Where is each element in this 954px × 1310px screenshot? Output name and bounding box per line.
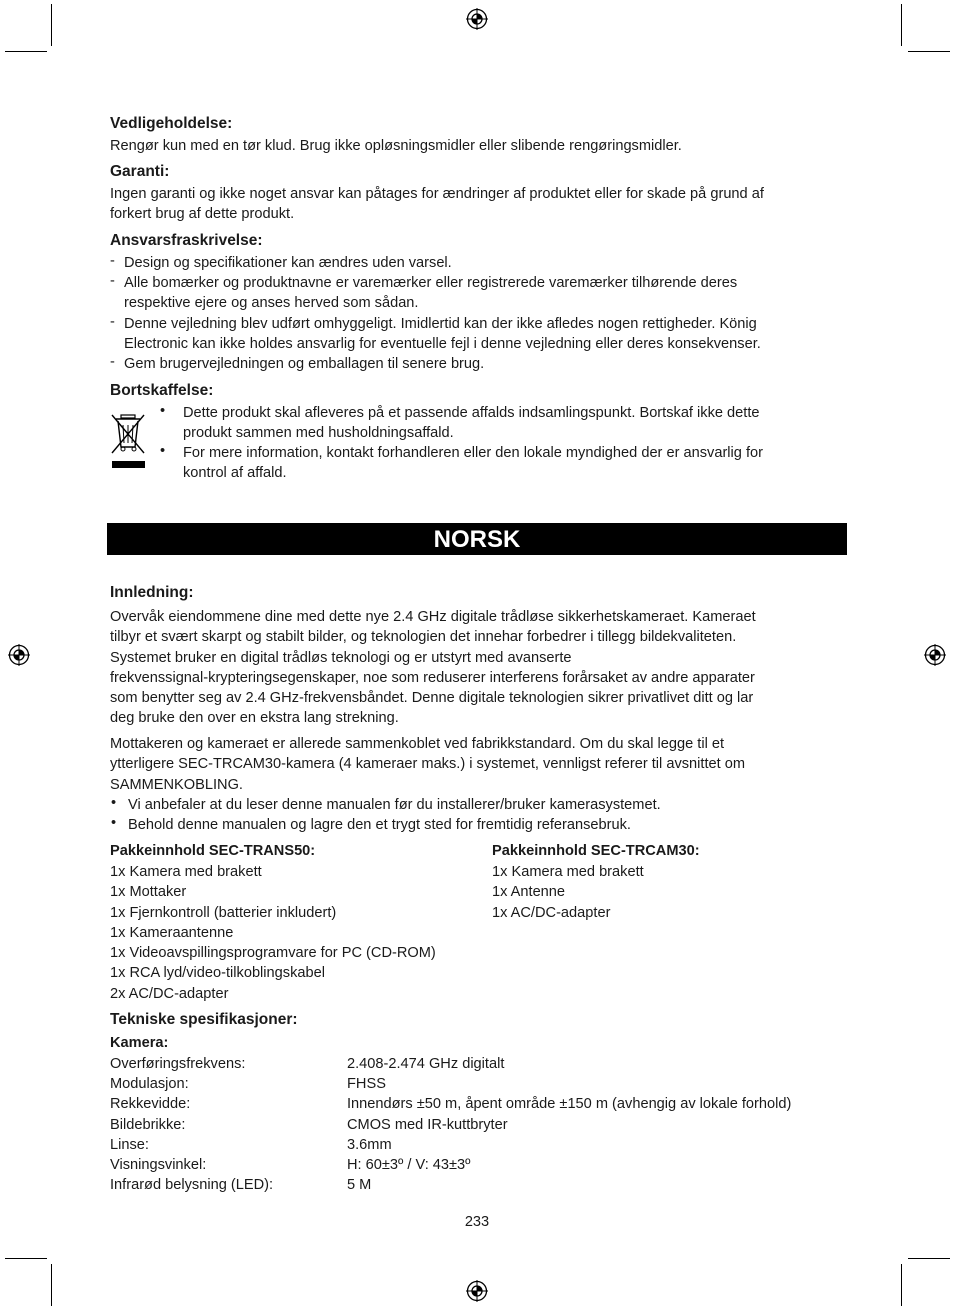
heading-innledning: Innledning: — [110, 584, 194, 601]
spec-label: Bildebrikke: — [110, 1117, 186, 1133]
section-banner: NORSK — [107, 523, 847, 555]
spec-label: Visningsvinkel: — [110, 1157, 207, 1173]
registration-mark-icon — [466, 8, 488, 30]
spec-value: CMOS med IR-kuttbryter — [347, 1117, 508, 1133]
spec-value: FHSS — [347, 1076, 386, 1092]
package-heading-trans50: Pakkeinnhold SEC-TRANS50: — [110, 843, 316, 859]
heading-vedligeholdelse: Vedligeholdelse: — [110, 115, 233, 132]
weee-bin-icon — [110, 411, 148, 471]
spec-value: Innendørs ±50 m, åpent område ±150 m (avhengig av lokale forhold) — [347, 1096, 792, 1112]
spec-value: 5 M — [347, 1177, 372, 1193]
list-item: Design og specifikationer kan ændres uden varsel. — [124, 255, 452, 271]
list-item: Behold denne manualen og lagre den et trygt sted for fremtidig referansebruk. — [128, 817, 631, 833]
heading-garanti: Garanti: — [110, 163, 170, 180]
registration-mark-icon — [8, 644, 30, 666]
package-list-trans50: 1x Kamera med brakett 1x Mottaker 1x Fjernkontroll (batterier inkludert) 1x Kameraantenne 1x Videoavspillingsprogramvare for PC (CD-ROM) 1x RCA lyd/video-tilkoblingskabel 2x AC/DC-adapter — [110, 864, 436, 1002]
spec-label: Modulasjon: — [110, 1076, 189, 1092]
registration-mark-icon — [924, 644, 946, 666]
page-number: 233 — [464, 1214, 490, 1230]
list-item: For mere information, kontakt forhandleren eller den lokale myndighed der er ansvarlig for kontrol af affald. — [183, 445, 763, 482]
list-item: Alle bomærker og produktnavne er varemærker eller registrerede varemærker tilhørende deres respektive ejere og anses herved som sådan. — [124, 275, 738, 312]
heading-bortskaffelse: Bortskaffelse: — [110, 382, 214, 399]
list-item: Dette produkt skal afleveres på et passende affalds indsamlingspunkt. Bortskaf ikke dette produkt sammen med husholdningsaffald. — [183, 405, 760, 442]
spec-value: 3.6mm — [347, 1137, 392, 1153]
innledning-paragraph-2: Mottakeren og kameraet er allerede sammenkoblet ved fabrikkstandard. Om du skal legge til et ytterligere SEC-TRCAM30-kamera (4 kameraer maks.) i systemet, vennligst referer til avsnittet om SAMMENKOBLING. — [110, 736, 746, 793]
garanti-text: Ingen garanti og ikke noget ansvar kan påtages for ændringer af produktet eller for skade på grund af forkert brug af dette produkt. — [110, 186, 764, 223]
heading-ansvarsfraskrivelse: Ansvarsfraskrivelse: — [110, 232, 263, 249]
spec-value: H: 60±3º / V: 43±3º — [347, 1157, 471, 1173]
list-item: Gem brugervejledningen og emballagen til senere brug. — [124, 356, 485, 372]
spec-subheading-kamera: Kamera: — [110, 1035, 169, 1051]
registration-mark-icon — [466, 1280, 488, 1302]
spec-label: Linse: — [110, 1137, 149, 1153]
heading-tekniske-spesifikasjoner: Tekniske spesifikasjoner: — [110, 1011, 298, 1028]
list-item: Vi anbefaler at du leser denne manualen før du installerer/bruker kamerasystemet. — [128, 797, 661, 813]
list-item: Denne vejledning blev udført omhyggeligt. Imidlertid kan der ikke afledes nogen rettigheder. König Electronic kan ikke holdes ansvarlig for eventuelle fejl i denne vejledning eller deres konsekvenser. — [124, 316, 761, 353]
spec-value: 2.408-2.474 GHz digitalt — [347, 1056, 505, 1072]
package-list-trcam30: 1x Kamera med brakett 1x Antenne 1x AC/DC-adapter — [492, 864, 644, 921]
spec-label: Overføringsfrekvens: — [110, 1056, 246, 1072]
spec-label: Rekkevidde: — [110, 1096, 191, 1112]
vedligeholdelse-text: Rengør kun med en tør klud. Brug ikke opløsningsmidler eller slibende rengøringsmidler. — [110, 138, 682, 154]
package-heading-trcam30: Pakkeinnhold SEC-TRCAM30: — [492, 843, 700, 859]
innledning-paragraph-1: Overvåk eiendommene dine med dette nye 2.4 GHz digitale trådløse sikkerhetskameraet. Kameraet tilbyr et svært skarpt og stabilt bilder, og teknologien det innehar forbedrer i tillegg bildekvaliteten. Systemet bruker en digital trådløs teknologi og er utstyrt med avanserte frekvenssignal-krypteringsegenskaper, noe som reduserer interferens forårsaket av andre apparater som benytter seg av 2.4 GHz-frekvensbåndet. Denne digitale teknologien sikrer privatlivet ditt og lar deg bruke den over en ekstra lang strekning. — [110, 609, 756, 727]
spec-label: Infrarød belysning (LED): — [110, 1177, 274, 1193]
